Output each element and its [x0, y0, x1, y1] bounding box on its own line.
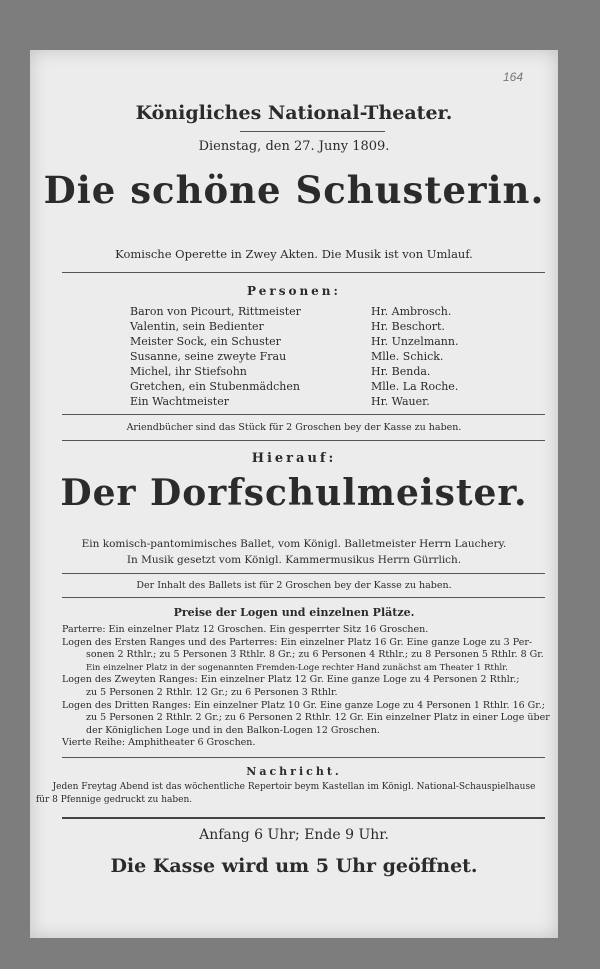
- cast-actor: Mlle. La Roche.: [371, 380, 459, 393]
- rule-1: [62, 272, 545, 273]
- nachricht-text-2: für 8 Pfennige gedruckt zu haben.: [35, 795, 193, 805]
- price-line: Ein einzelner Platz in der sogenannten Fremden-Loge rechter Hand zunächst am Theater 1 Rthlr.: [86, 662, 508, 673]
- cast-actor: Hr. Wauer.: [371, 395, 430, 408]
- rule-5: [62, 597, 545, 598]
- price-line: Vierte Reihe: Amphitheater 6 Groschen.: [62, 737, 256, 749]
- price-line: zu 5 Personen 2 Rthlr. 12 Gr.; zu 6 Personen 3 Rthlr.: [86, 686, 338, 698]
- price-line: Logen des Zweyten Ranges: Ein einzelner Platz 12 Gr. Eine ganze Loge zu 4 Personen 2 Rthlr.;: [62, 674, 520, 686]
- cast-role: Valentin, sein Bedienter: [130, 320, 264, 333]
- play2-line1: Ein komisch-pantomimisches Ballet, vom Königl. Balletmeister Herrn Lauchery.: [81, 538, 507, 550]
- rule-6: [62, 757, 545, 758]
- cast-role: Susanne, seine zweyte Frau: [130, 350, 287, 363]
- archive-number: 164: [503, 70, 524, 84]
- price-line: Parterre: Ein einzelner Platz 12 Groschen. Ein gesperrter Sitz 16 Groschen.: [62, 624, 429, 635]
- cast-role: Michel, ihr Stiefsohn: [130, 365, 247, 378]
- cast-role: Meister Sock, ein Schuster: [130, 335, 281, 348]
- cast-actor: Hr. Unzelmann.: [371, 335, 459, 348]
- play1-title: Die schöne Schusterin.: [43, 168, 545, 212]
- rule-3: [62, 440, 545, 441]
- price-line: Logen des Ersten Ranges und des Parterres: Ein einzelner Platz 16 Gr. Eine ganze Loge zu 3 Per-: [62, 636, 533, 648]
- nachricht-heading: Nachricht.: [246, 765, 342, 778]
- cast-heading: Personen:: [247, 284, 341, 298]
- cast-actor: Hr. Ambrosch.: [371, 305, 452, 318]
- cast-role: Ein Wachtmeister: [130, 395, 229, 408]
- play2-note: Der Inhalt des Ballets ist für 2 Groschen bey der Kasse zu haben.: [136, 580, 452, 591]
- price-line: sonen 2 Rthlr.; zu 5 Personen 3 Rthlr. 8 Gr.; zu 6 Personen 4 Rthlr.; zu 8 Personen 5 Rthlr. 8 Gr.: [86, 649, 544, 661]
- cast-actor: Mlle. Schick.: [371, 350, 444, 363]
- theater-name: Königliches National-Theater.: [135, 102, 453, 124]
- play1-subtitle: Komische Operette in Zwey Akten. Die Musik ist von Umlauf.: [115, 247, 473, 261]
- prices-list: [62, 624, 550, 750]
- rule-2: [62, 414, 545, 415]
- hierauf-label: Hierauf:: [251, 451, 337, 466]
- box-office-opening: Die Kasse wird um 5 Uhr geöffnet.: [110, 855, 478, 877]
- header-rule: [240, 131, 385, 132]
- cast-role: Gretchen, ein Stubenmädchen: [130, 380, 300, 393]
- play1-note: Ariendbücher sind das Stück für 2 Groschen bey der Kasse zu haben.: [126, 422, 462, 433]
- performance-times: Anfang 6 Uhr; Ende 9 Uhr.: [199, 827, 389, 843]
- play2-title: Der Dorfschulmeister.: [60, 472, 528, 514]
- cast-actor: Hr. Beschort.: [371, 320, 445, 333]
- price-line: Logen des Dritten Ranges: Ein einzelner Platz 10 Gr. Eine ganze Loge zu 4 Personen 1 Rthlr. 16 Gr.;: [62, 699, 545, 711]
- cast-actor: Hr. Benda.: [371, 365, 431, 378]
- prices-heading: Preise der Logen und einzelnen Plätze.: [173, 606, 415, 619]
- price-line: zu 5 Personen 2 Rthlr. 2 Gr.; zu 6 Personen 2 Rthlr. 12 Gr. Ein einzelner Platz in einer Loge über: [86, 712, 550, 724]
- performance-date: Dienstag, den 27. Juny 1809.: [198, 139, 390, 154]
- rule-7: [62, 817, 545, 819]
- price-line: der Königlichen Loge und in den Balkon-Logen 12 Groschen.: [86, 724, 380, 736]
- nachricht-text-1: Jeden Freytag Abend ist das wöchentliche Repertoir beym Kastellan im Königl. National-Schauspielhause: [52, 782, 536, 792]
- play2-line2: In Musik gesetzt vom Königl. Kammermusikus Herrn Gürrlich.: [126, 554, 462, 566]
- rule-4: [62, 573, 545, 574]
- cast-role: Baron von Picourt, Rittmeister: [130, 305, 301, 318]
